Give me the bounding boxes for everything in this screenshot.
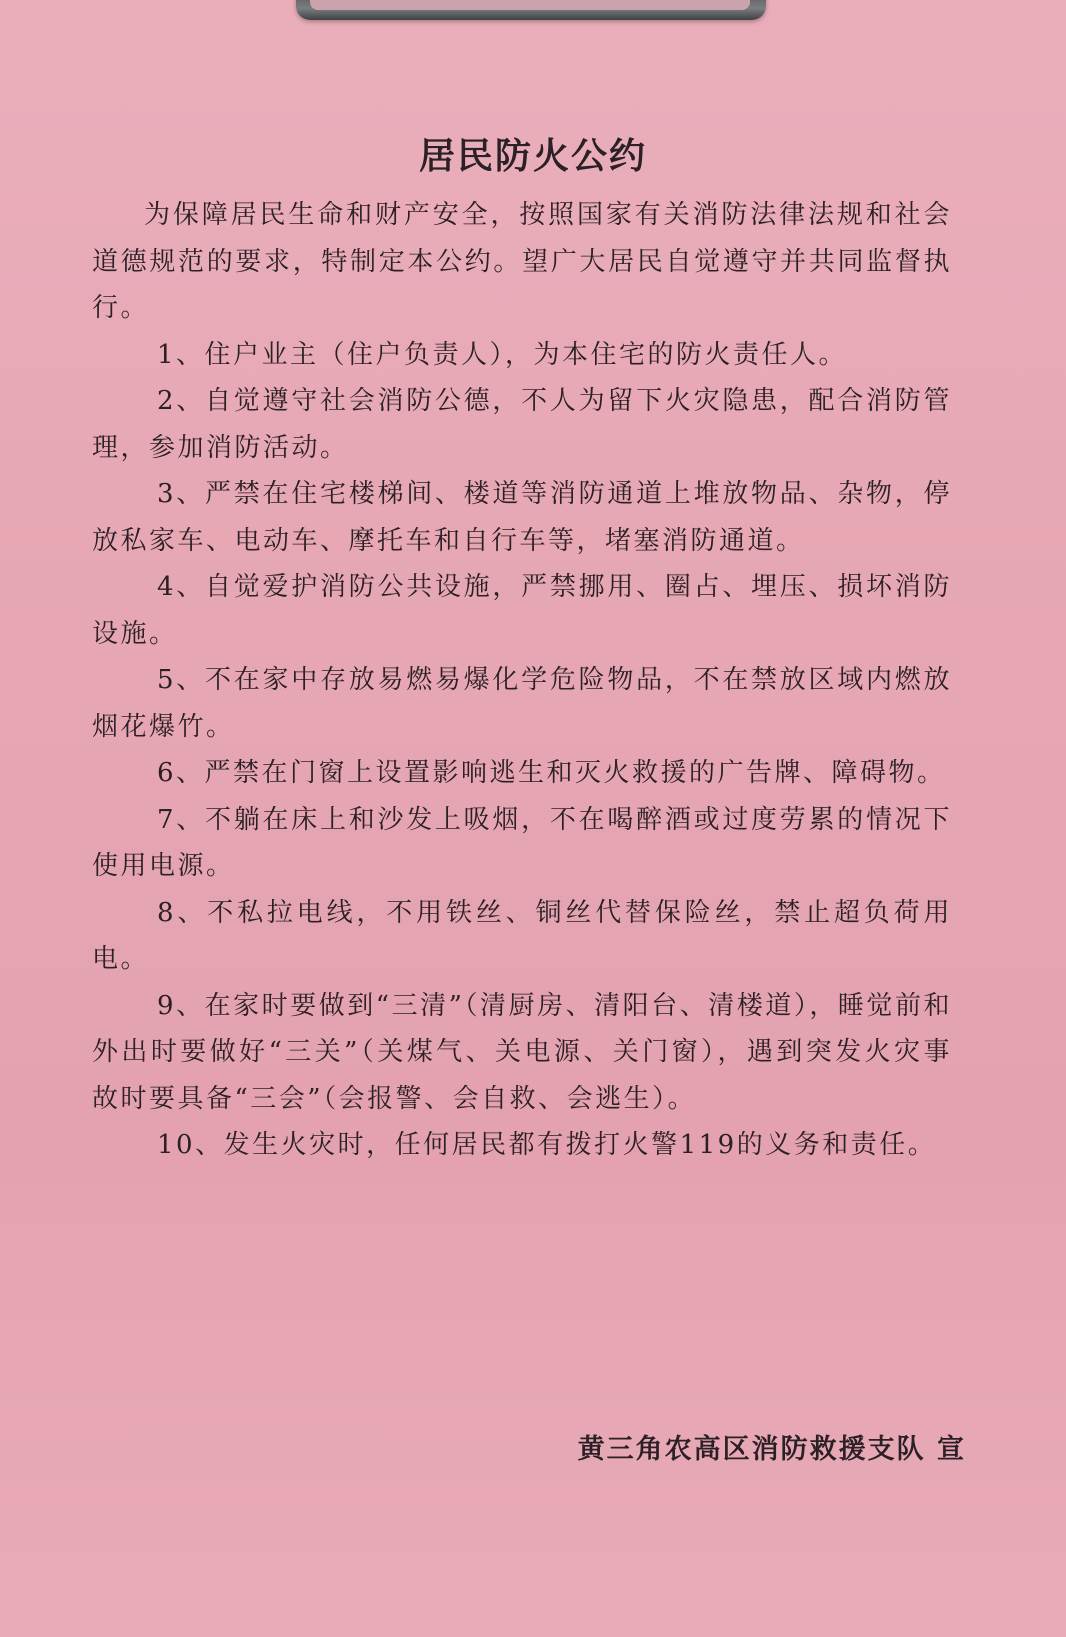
clipboard-clip bbox=[296, 0, 766, 20]
notice-item-1: 1、住户业主（住户负责人），为本住宅的防火责任人。 bbox=[157, 339, 848, 370]
notice-item-2: 2、自觉遵守社会消防公德，不人为留下火灾隐患，配合消防管理，参加消防活动。 bbox=[92, 386, 952, 463]
notice-item-3: 3、严禁在住宅楼梯间、楼道等消防通道上堆放物品、杂物，停放私家车、电动车、摩托车和自行车等，堵塞消防通道。 bbox=[92, 479, 952, 556]
notice-title: 居民防火公约 bbox=[418, 135, 647, 177]
clipboard-clip-opening bbox=[310, 0, 750, 10]
notice-item-6: 6、严禁在门窗上设置影响逃生和灭火救援的广告牌、障碍物。 bbox=[157, 758, 946, 788]
notice-item-4: 4、自觉爱护消防公共设施，严禁挪用、圈占、埋压、损坏消防设施。 bbox=[92, 572, 952, 649]
notice-item-10: 10、发生火灾时，任何居民都有拨打火警119的义务和责任。 bbox=[157, 1130, 937, 1160]
notice-item-7: 7、不躺在床上和沙发上吸烟，不在喝醉酒或过度劳累的情况下使用电源。 bbox=[92, 804, 952, 881]
notice-intro: 为保障居民生命和财产安全，按照国家有关消防法律法规和社会道德规范的要求，特制定本公约。望广大居民自觉遵守并共同监督执行。 bbox=[92, 200, 952, 323]
notice-item-5: 5、不在家中存放易燃易爆化学危险物品，不在禁放区域内燃放烟花爆竹。 bbox=[92, 665, 952, 742]
notice-signature: 黄三角农高区消防救援支队 宣 bbox=[577, 1434, 966, 1465]
notice-item-8: 8、不私拉电线，不用铁丝、铜丝代替保险丝，禁止超负荷用电。 bbox=[92, 897, 952, 974]
notice-body bbox=[92, 192, 952, 1169]
notice-item-9: 9、在家时要做到“三清”（清厨房、清阳台、清楼道），睡觉前和外出时要做好“三关”（关煤气、关电源、关门窗），遇到突发火灾事故时要具备“三会”（会报警、会自救、会逃生）。 bbox=[92, 990, 952, 1114]
